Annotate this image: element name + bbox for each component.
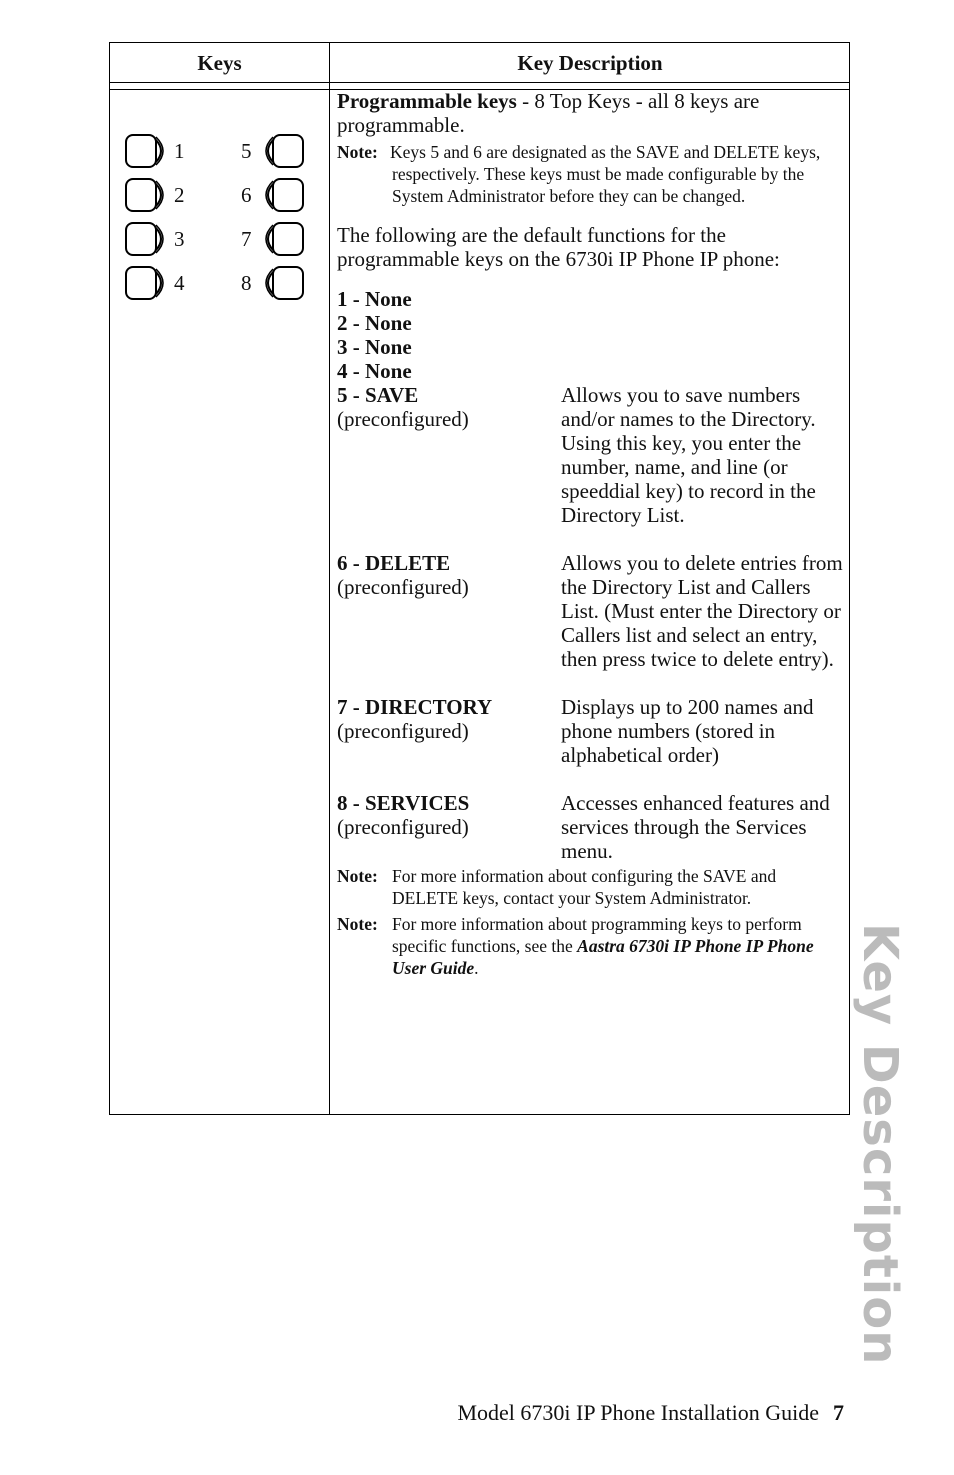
key-number: 3 [174,227,185,251]
key-button-icon [259,265,305,301]
item-name: 5 - SAVE [337,383,419,407]
key-number: 6 [241,183,252,207]
key-button-icon [124,133,170,169]
note-programming [337,913,845,979]
column-divider [329,43,330,1114]
programmable-key-6 [239,177,319,217]
user-guide-title: Aastra 6730i IP Phone IP Phone User Guide [392,936,814,978]
note-text-end: . [474,958,479,978]
programmable-key-7 [239,221,319,261]
header-rule [110,82,849,83]
key-number: 4 [174,271,185,295]
key-button-icon [124,265,170,301]
item-name: 6 - DELETE [337,551,451,575]
item-sub: (preconfigured) [337,815,469,839]
note-label: Note: [337,142,378,162]
key-button-icon [259,133,305,169]
header-keys: Keys [197,51,242,75]
description-cell [337,89,845,979]
list-item: 4 - None [337,359,412,383]
note-text: Keys 5 and 6 are designated as the SAVE and DELETE keys, respectively. These keys must be made configurable by the System Administrator before they can be changed. [390,142,821,206]
note-label: Note: [337,914,378,934]
programmable-key-1 [124,133,204,173]
list-item-delete [337,551,845,671]
item-sub: (preconfigured) [337,407,469,431]
key-button-icon [124,221,170,257]
note-text: For more information about configuring the SAVE and DELETE keys, contact your System Administrator. [392,866,777,908]
item-sub: (preconfigured) [337,575,469,599]
item-text: Allows you to save numbers and/or names to the Directory. Using this key, you enter the number, name, and line (or speeddial key) to record in the Directory List. [561,383,816,527]
list-item: 1 - None [337,287,412,311]
key-number: 2 [174,183,185,207]
note-keys-5-6 [337,141,845,207]
footer-title: Model 6730i IP Phone Installation Guide [457,1400,819,1425]
list-item-save [337,383,845,527]
intro-label: Programmable keys [337,89,517,113]
note-text [337,913,845,979]
side-tab-label: Key Description [852,923,908,1366]
key-number: 5 [241,139,252,163]
page-number: 7 [833,1400,844,1425]
list-item-services [337,791,845,863]
list-item: 2 - None [337,311,412,335]
page-footer [457,1400,844,1426]
item-text: Displays up to 200 names and phone numbers (stored in alphabetical order) [561,695,814,767]
programmable-key-3 [124,221,204,261]
note-text-part: For more information about programming keys to perform specific functions, see the [392,914,802,956]
section-side-tab [840,920,920,1366]
key-description-table [109,42,850,1115]
list-item: 3 - None [337,335,412,359]
keys-panel [124,133,324,308]
intro-paragraph [337,89,845,137]
item-name: 8 - SERVICES [337,791,470,815]
defaults-paragraph: The following are the default functions for the programmable keys on the 6730i IP Phone IP phone: [337,223,780,271]
item-sub: (preconfigured) [337,719,469,743]
key-number: 8 [241,271,252,295]
key-button-icon [259,221,305,257]
programmable-key-8 [239,265,319,305]
note-configuring [337,865,845,909]
item-text: Allows you to delete entries from the Directory List and Callers List. (Must enter the Directory or Callers list and select an entry, then press twice to delete entry). [561,551,843,671]
key-button-icon [124,177,170,213]
programmable-key-5 [239,133,319,173]
note-label: Note: [337,866,378,886]
intro-text: - 8 Top Keys - all 8 keys are programmable. [337,89,760,137]
programmable-key-2 [124,177,204,217]
programmable-key-4 [124,265,204,305]
key-button-icon [259,177,305,213]
header-key-description: Key Description [517,51,663,75]
key-number: 7 [241,227,252,251]
key-defaults-list [337,287,845,863]
key-number: 1 [174,139,185,163]
item-name: 7 - DIRECTORY [337,695,493,719]
item-text: Accesses enhanced features and services through the Services menu. [561,791,830,863]
list-item-directory [337,695,845,767]
